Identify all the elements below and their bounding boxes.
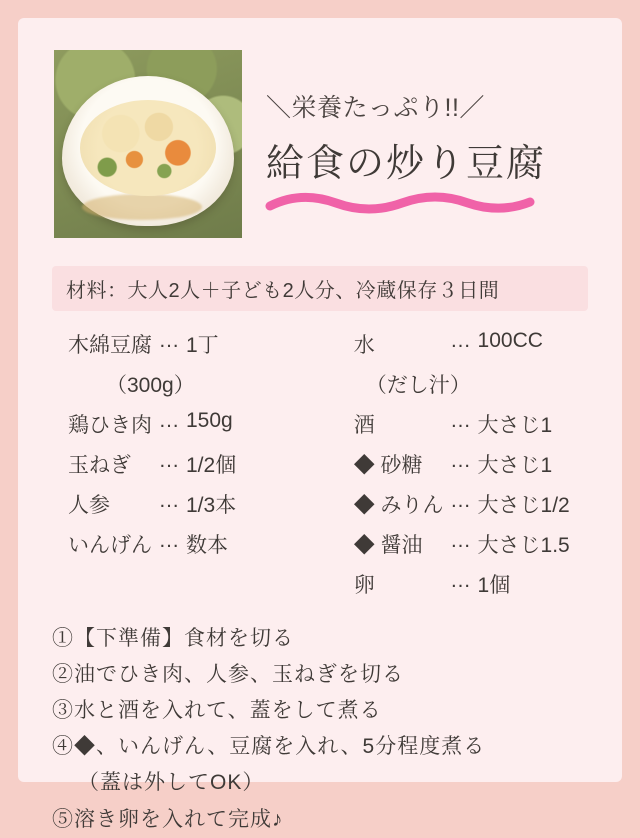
ingredient-name: ◆ 醤油	[353, 534, 423, 557]
ingredient-subnote: （300g）	[106, 374, 195, 397]
ingredient-qty: 大さじ1.5	[477, 534, 570, 557]
step-item: ③水と酒を入れて、蓋をして煮る	[52, 699, 382, 723]
step-item: ④◆、いんげん、豆腐を入れ、5分程度煮る	[52, 735, 486, 759]
ingredient-name: ◆ みりん	[353, 494, 444, 517]
ingredients-section	[18, 329, 622, 599]
ingredients-banner: 材料：大人2人＋子ども2人分、冷蔵保存３日間	[52, 266, 588, 311]
ingredient-dots: …	[450, 329, 472, 352]
ingredient-name: いんげん	[68, 534, 152, 557]
ingredient-dots: …	[450, 569, 472, 592]
squiggle-underline-icon	[266, 193, 534, 215]
dish-photo	[54, 50, 242, 238]
food-shape	[80, 100, 216, 196]
ingredient-name: 水	[353, 334, 375, 357]
ingredient-dots: …	[158, 489, 180, 512]
ingredient-qty: 数本	[186, 534, 228, 557]
ingredient-dots: …	[450, 489, 472, 512]
ingredient-qty: 100CC	[477, 329, 543, 352]
ingredient-name: 人参	[68, 494, 110, 517]
eyebrow-text: ＼栄養たっぷり!!／	[266, 94, 485, 122]
recipe-card	[18, 18, 622, 831]
ingredient-dots: …	[450, 409, 472, 432]
ingredient-qty: 1丁	[186, 334, 219, 357]
ingredient-qty: 大さじ1/2	[477, 494, 570, 517]
title-block	[266, 50, 622, 220]
ingredient-qty: 150g	[186, 409, 233, 432]
ingredient-dots: …	[158, 409, 180, 432]
broth-shape	[82, 194, 202, 220]
ingredient-dots: …	[158, 329, 180, 352]
ingredient-dots: …	[158, 529, 180, 552]
ingredient-dots: …	[450, 449, 472, 472]
step-item: ①【下準備】食材を切る	[52, 627, 294, 650]
ingredient-qty: 1個	[477, 574, 511, 597]
ingredients-column-left	[68, 329, 354, 599]
ingredient-name: ◆ 砂糖	[353, 454, 423, 477]
step-item: ②油でひき肉、人参、玉ねぎを切る	[52, 663, 404, 687]
ingredient-name: 玉ねぎ	[68, 454, 131, 477]
ingredient-dots: …	[158, 449, 180, 472]
ingredient-qty: 大さじ1	[477, 414, 553, 437]
page-title: 給食の炒り豆腐	[266, 143, 547, 185]
ingredient-qty: 1/3本	[186, 494, 237, 517]
card-header	[18, 18, 622, 238]
ingredient-name: 木綿豆腐	[68, 334, 152, 357]
ingredients-column-right	[354, 329, 600, 599]
ingredient-name: 卵	[353, 574, 375, 597]
step-item: ⑤溶き卵を入れて完成♪	[52, 807, 284, 831]
ingredient-name: 鶏ひき肉	[68, 414, 152, 437]
ingredient-dots: …	[450, 529, 472, 552]
ingredient-subnote: （だし汁）	[365, 374, 471, 397]
steps-section	[18, 621, 622, 838]
ingredient-qty: 大さじ1	[477, 454, 553, 477]
ingredient-qty: 1/2個	[186, 454, 237, 477]
step-item-note: （蓋は外してOK）	[78, 771, 265, 795]
ingredient-name: 酒	[353, 414, 375, 437]
